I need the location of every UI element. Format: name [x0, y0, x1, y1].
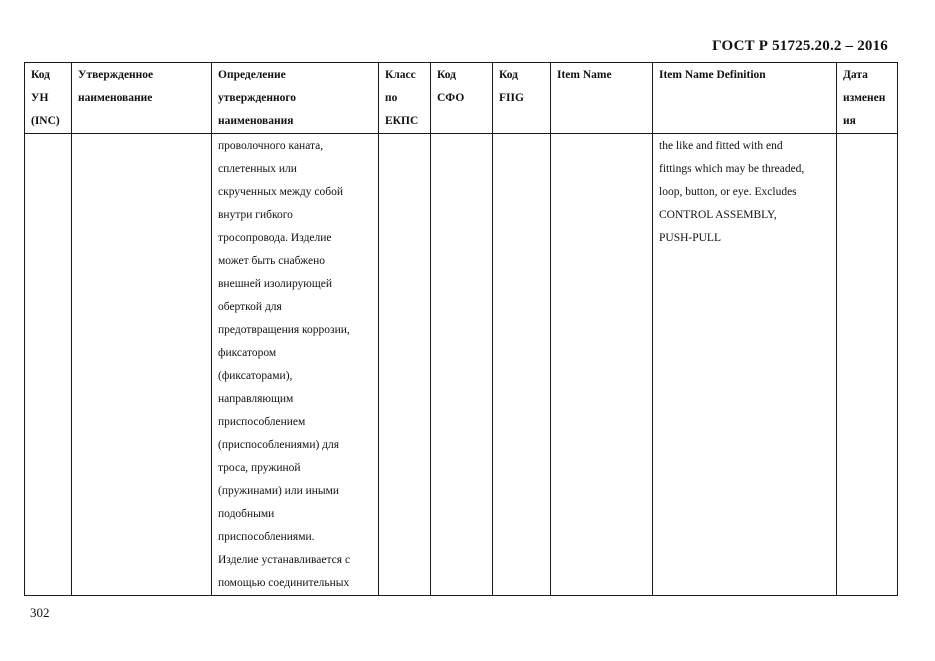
column-header-definition-ru: [212, 63, 379, 134]
table-row: [25, 134, 898, 596]
table-cell-change-date: [837, 134, 898, 596]
table-cell-approved-name: [72, 134, 212, 596]
cell-text-line: приспособлениями.: [218, 531, 315, 543]
column-header-text: ия: [843, 115, 856, 127]
table-cell-definition-ru: [212, 134, 379, 596]
column-header-text: (INC): [31, 115, 60, 127]
cell-text-line: подобными: [218, 508, 275, 520]
cell-text-line: направляющим: [218, 393, 294, 405]
column-header-approved-name: [72, 63, 212, 134]
table-cell-fiig-code: [493, 134, 551, 596]
table-header-row: [25, 63, 898, 134]
column-header-text: ЕКПС: [385, 115, 419, 127]
column-header-text: Определение: [218, 69, 286, 81]
cell-text-line: фиксатором: [218, 347, 277, 359]
column-header-text: изменен: [843, 92, 886, 104]
column-header-text: наименование: [78, 92, 153, 104]
column-header-text: Код: [437, 69, 457, 81]
column-header-sfo-code: [431, 63, 493, 134]
cell-text-line: предотвращения коррозии,: [218, 324, 350, 336]
column-header-text: утвержденного: [218, 92, 297, 104]
cell-text-line: fittings which may be threaded,: [659, 163, 805, 175]
column-header-text: Класс: [385, 69, 416, 81]
column-header-change-date: [837, 63, 898, 134]
table-cell-ekps-class: [379, 134, 431, 596]
cell-text-line: тросопровода. Изделие: [218, 232, 332, 244]
column-header-item-name-definition: [653, 63, 837, 134]
cell-text-line: (пружинами) или иными: [218, 485, 340, 497]
table-cell-item-name: [551, 134, 653, 596]
cell-text-line: оберткой для: [218, 301, 282, 313]
cell-text-line: CONTROL ASSEMBLY,: [659, 209, 777, 221]
column-header-text: наименования: [218, 115, 294, 127]
cell-text-line: PUSH-PULL: [659, 232, 721, 244]
column-header-text: Код: [499, 69, 519, 81]
column-header-text: FIIG: [499, 92, 524, 104]
cell-text-line: приспособлением: [218, 416, 306, 428]
cell-text-line: проволочного каната,: [218, 140, 324, 152]
column-header-fiig-code: [493, 63, 551, 134]
column-header-text: Item Name: [557, 69, 612, 81]
column-header-item-name: [551, 63, 653, 134]
cell-text-line: внутри гибкого: [218, 209, 293, 221]
specification-table: [24, 62, 898, 596]
column-header-inc-code: [25, 63, 72, 134]
column-header-ekps-class: [379, 63, 431, 134]
cell-text-line: скрученных между собой: [218, 186, 344, 198]
column-header-text: Код: [31, 69, 51, 81]
column-header-text: Дата: [843, 69, 868, 81]
cell-text-line: может быть снабжено: [218, 255, 325, 267]
column-header-text: по: [385, 92, 398, 104]
cell-text-line: the like and fitted with end: [659, 140, 783, 152]
table-cell-item-name-definition: [653, 134, 837, 596]
cell-text-line: троса, пружиной: [218, 462, 301, 474]
cell-text-line: (приспособлениями) для: [218, 439, 340, 451]
cell-text-line: (фиксаторами),: [218, 370, 293, 382]
cell-text-line: помощью соединительных: [218, 577, 350, 589]
document-code: ГОСТ Р 51725.20.2 – 2016: [712, 38, 888, 54]
column-header-text: СФО: [437, 92, 465, 104]
cell-text-line: сплетенных или: [218, 163, 297, 175]
cell-text-line: внешней изолирующей: [218, 278, 333, 290]
cell-text-line: loop, button, or eye. Excludes: [659, 186, 797, 198]
column-header-text: Утвержденное: [78, 69, 154, 81]
column-header-text: УН: [31, 92, 49, 104]
cell-text-line: Изделие устанавливается с: [218, 554, 351, 566]
table-cell-inc-code: [25, 134, 72, 596]
page-number: 302: [30, 605, 50, 620]
column-header-text: Item Name Definition: [659, 69, 766, 81]
table-cell-sfo-code: [431, 134, 493, 596]
